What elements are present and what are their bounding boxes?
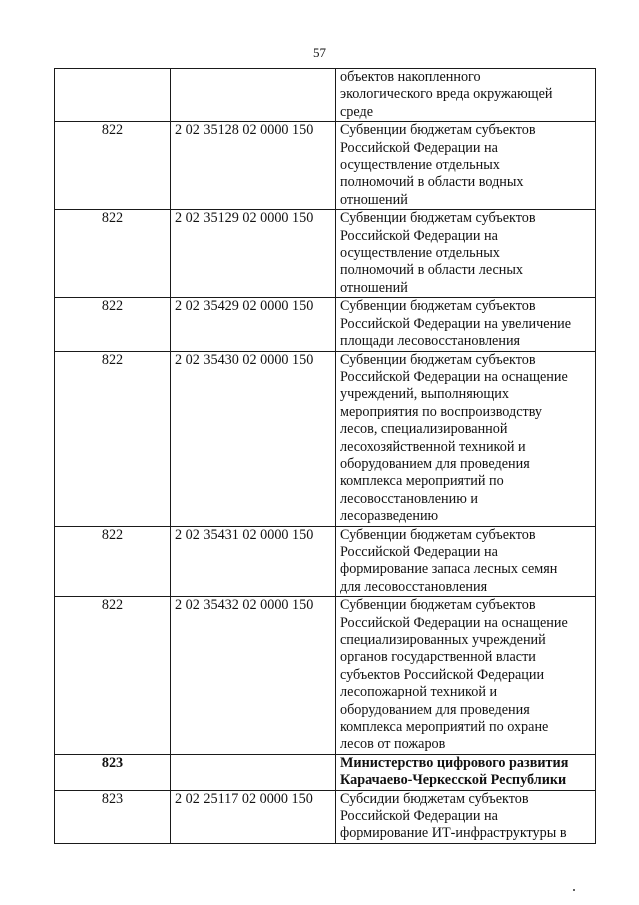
income-name-cell bbox=[336, 122, 596, 210]
scan-speck bbox=[573, 889, 575, 891]
income-code-cell: 2 02 35429 02 0000 150 bbox=[171, 298, 336, 351]
income-code-cell: 2 02 35430 02 0000 150 bbox=[171, 351, 336, 526]
name-line: полномочий в области лесных bbox=[340, 262, 524, 279]
income-name-cell bbox=[336, 210, 596, 298]
name-line: лесов, специализированной bbox=[340, 421, 508, 438]
name-line: для лесовосстановления bbox=[340, 578, 488, 595]
table-row bbox=[55, 210, 596, 298]
name-line: Российской Федерации на bbox=[340, 808, 498, 825]
name-line: специализированных учреждений bbox=[340, 632, 546, 648]
name-line: лесоразведению bbox=[340, 508, 439, 525]
admin-code-cell: 823 bbox=[55, 790, 171, 843]
name-line: формирование ИТ-инфраструктуры в bbox=[340, 825, 567, 842]
admin-code-cell: 822 bbox=[55, 122, 171, 210]
income-name-cell bbox=[336, 754, 596, 790]
name-line: комплекса мероприятий по охране bbox=[340, 719, 549, 736]
name-line: Субсидии бюджетам субъектов bbox=[340, 790, 529, 807]
name-line: отношений bbox=[340, 191, 408, 208]
income-code-cell: 2 02 35431 02 0000 150 bbox=[171, 526, 336, 597]
income-code-cell: 2 02 35432 02 0000 150 bbox=[171, 597, 336, 755]
name-line: площади лесовосстановления bbox=[340, 333, 521, 350]
name-line: Российской Федерации на bbox=[340, 227, 498, 244]
name-line: мероприятия по воспроизводству bbox=[340, 403, 542, 420]
name-line: Российской Федерации на оснащение bbox=[340, 614, 568, 631]
income-code-cell bbox=[171, 69, 336, 122]
name-line: лесовосстановлению и bbox=[340, 490, 478, 507]
income-code-cell: 2 02 25117 02 0000 150 bbox=[171, 790, 336, 843]
admin-code-cell: 822 bbox=[55, 597, 171, 755]
income-name-cell bbox=[336, 526, 596, 597]
name-line: лесов от пожаров bbox=[340, 736, 446, 753]
admin-code-cell bbox=[55, 69, 171, 122]
name-line: субъектов Российской Федерации bbox=[340, 666, 545, 683]
table-row bbox=[55, 597, 596, 755]
table-row bbox=[55, 298, 596, 351]
name-line: органов государственной власти bbox=[340, 649, 536, 666]
name-line: экологического вреда окружающей bbox=[340, 86, 553, 103]
name-line: Субвенции бюджетам субъектов bbox=[340, 210, 536, 227]
table-row bbox=[55, 526, 596, 597]
table-row bbox=[55, 351, 596, 526]
name-line: Российской Федерации на bbox=[340, 139, 498, 156]
admin-code-cell: 822 bbox=[55, 526, 171, 597]
name-line: отношений bbox=[340, 279, 408, 296]
name-line: оборудованием для проведения bbox=[340, 455, 530, 472]
name-line: Субвенции бюджетам субъектов bbox=[340, 298, 536, 315]
income-name-cell bbox=[336, 597, 596, 755]
name-line: осуществление отдельных bbox=[340, 245, 500, 262]
name-line: Субвенции бюджетам субъектов bbox=[340, 597, 536, 614]
name-line: Российской Федерации на оснащение bbox=[340, 368, 568, 385]
name-line: Министерство цифрового развития bbox=[340, 754, 569, 771]
income-code-cell bbox=[171, 754, 336, 790]
table-row bbox=[55, 69, 596, 122]
table-row bbox=[55, 122, 596, 210]
name-line: учреждений, выполняющих bbox=[340, 386, 509, 403]
admin-code-cell: 822 bbox=[55, 210, 171, 298]
income-code-cell: 2 02 35128 02 0000 150 bbox=[171, 122, 336, 210]
income-name-cell bbox=[336, 790, 596, 843]
page-number: 57 bbox=[313, 45, 326, 60]
income-name-cell bbox=[336, 351, 596, 526]
name-line: комплекса мероприятий по bbox=[340, 473, 504, 490]
admin-code-cell: 822 bbox=[55, 298, 171, 351]
name-line: осуществление отдельных bbox=[340, 157, 500, 174]
name-line: Субвенции бюджетам субъектов bbox=[340, 351, 536, 368]
name-line: Субвенции бюджетам субъектов bbox=[340, 526, 536, 543]
income-name-cell bbox=[336, 298, 596, 351]
budget-classification-table bbox=[54, 68, 596, 844]
name-line: объектов накопленного bbox=[340, 69, 481, 85]
name-line: оборудованием для проведения bbox=[340, 701, 530, 718]
name-line: полномочий в области водных bbox=[340, 174, 524, 191]
name-line: среде bbox=[340, 103, 374, 120]
admin-code-cell: 822 bbox=[55, 351, 171, 526]
income-name-cell bbox=[336, 69, 596, 122]
name-line: Российской Федерации на bbox=[340, 543, 498, 560]
table-row bbox=[55, 790, 596, 843]
name-line: формирование запаса лесных семян bbox=[340, 561, 558, 578]
admin-code-cell: 823 bbox=[55, 754, 171, 790]
name-line: Субвенции бюджетам субъектов bbox=[340, 122, 536, 139]
name-line: Российской Федерации на увеличение bbox=[340, 315, 572, 332]
name-line: Карачаево-Черкесской Республики bbox=[340, 772, 567, 789]
name-line: лесопожарной техникой и bbox=[340, 684, 498, 701]
table-row bbox=[55, 754, 596, 790]
name-line: лесохозяйственной техникой и bbox=[340, 438, 526, 455]
income-code-cell: 2 02 35129 02 0000 150 bbox=[171, 210, 336, 298]
